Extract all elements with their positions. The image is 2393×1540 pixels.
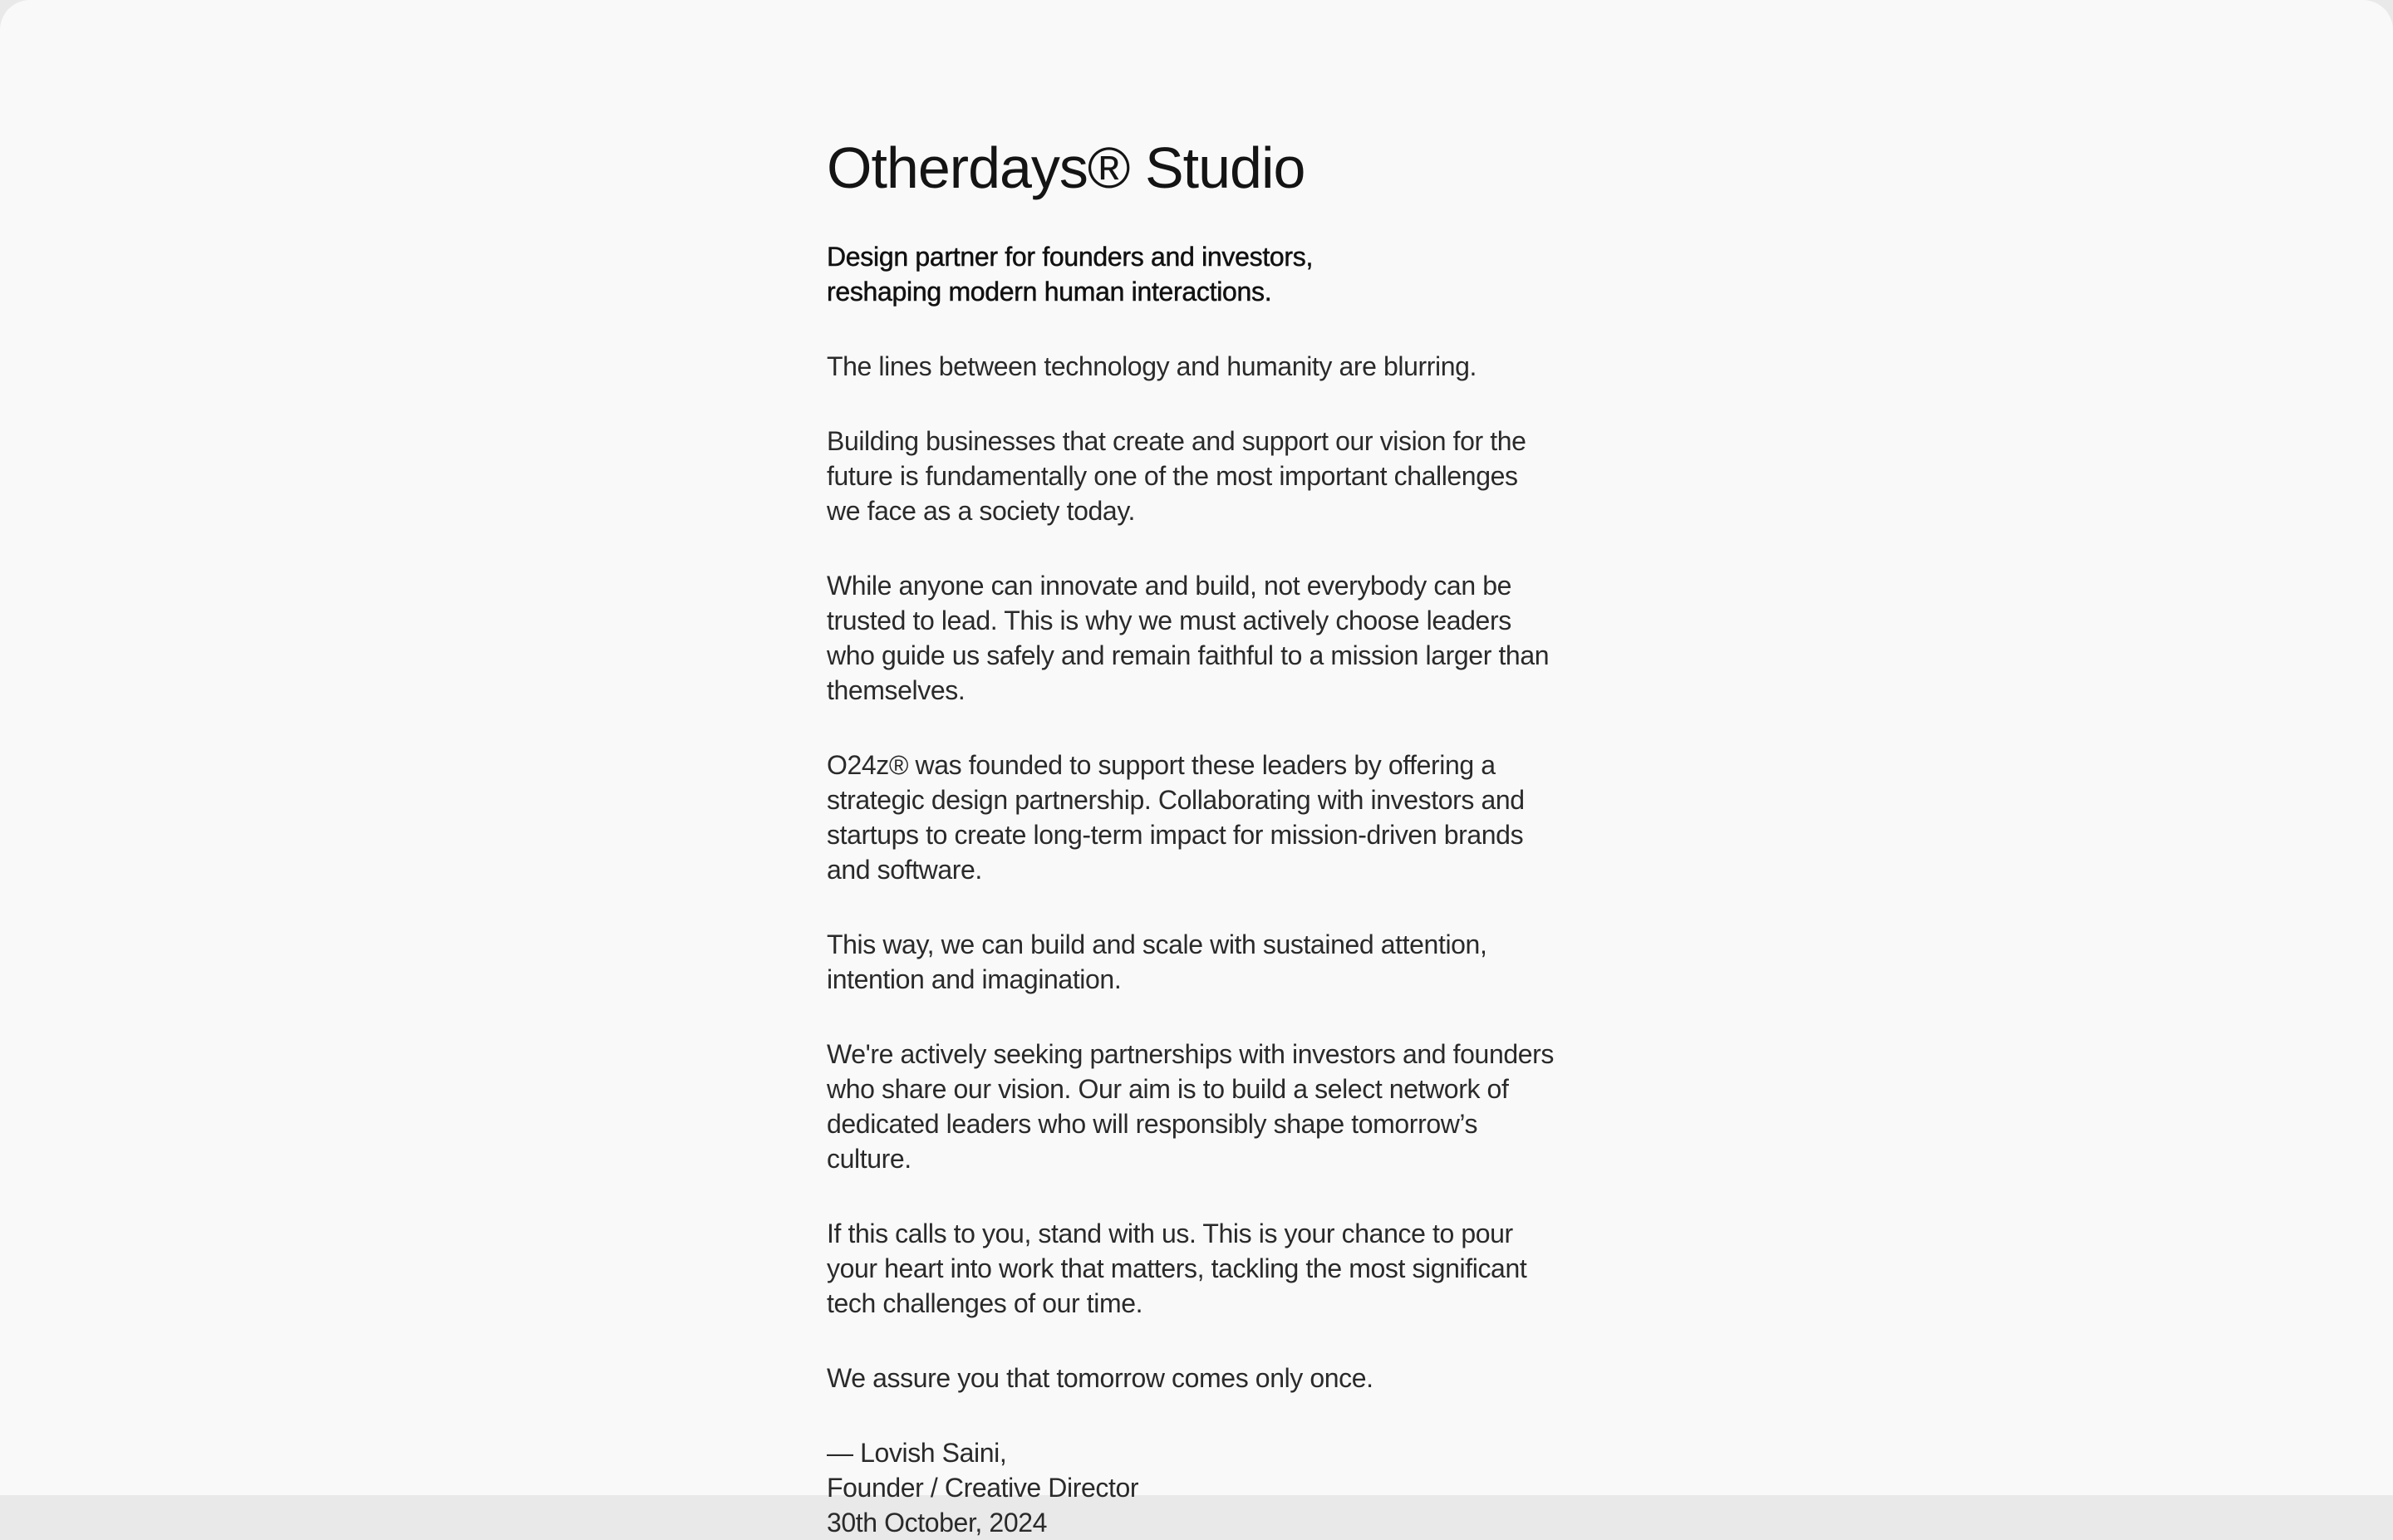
manifesto-article (827, 133, 1575, 1540)
tagline-line-2: reshaping modern human interactions. (827, 277, 1272, 307)
signature-name: — Lovish Saini, (827, 1438, 1007, 1468)
signature (827, 1435, 1575, 1540)
page-title: Otherdays® Studio (827, 135, 1305, 200)
paragraph-7: If this calls to you, stand with us. This is your chance to pour your heart into work that matters, tackling the most significant tech challenges of our time. (827, 1219, 1527, 1318)
paragraph-4: O24z® was founded to support these leaders by offering a strategic design partnership. Collaborating with investors and startups to create long-term impact for mission-driven brands and software. (827, 750, 1525, 885)
signature-role: Founder / Creative Director (827, 1473, 1139, 1503)
paragraph-1: The lines between technology and humanity are blurring. (827, 351, 1477, 381)
tagline (827, 239, 1575, 309)
paragraph-6: We're actively seeking partnerships with investors and founders who share our vision. Our aim is to build a select network of dedicated leaders who will responsibly shape tomorrow’s culture. (827, 1039, 1554, 1174)
paragraph-5: This way, we can build and scale with sustained attention, intention and imagination. (827, 929, 1487, 994)
paragraph-3: While anyone can innovate and build, not everybody can be trusted to lead. This is why we must actively choose leaders who guide us safely and remain faithful to a mission larger than themselves. (827, 571, 1550, 705)
tagline-line-1: Design partner for founders and investors, (827, 242, 1314, 272)
paragraph-8: We assure you that tomorrow comes only once. (827, 1363, 1373, 1393)
signature-date: 30th October, 2024 (827, 1508, 1048, 1538)
paragraph-2: Building businesses that create and support our vision for the future is fundamentally one of the most important challenges we face as a society today. (827, 426, 1526, 526)
